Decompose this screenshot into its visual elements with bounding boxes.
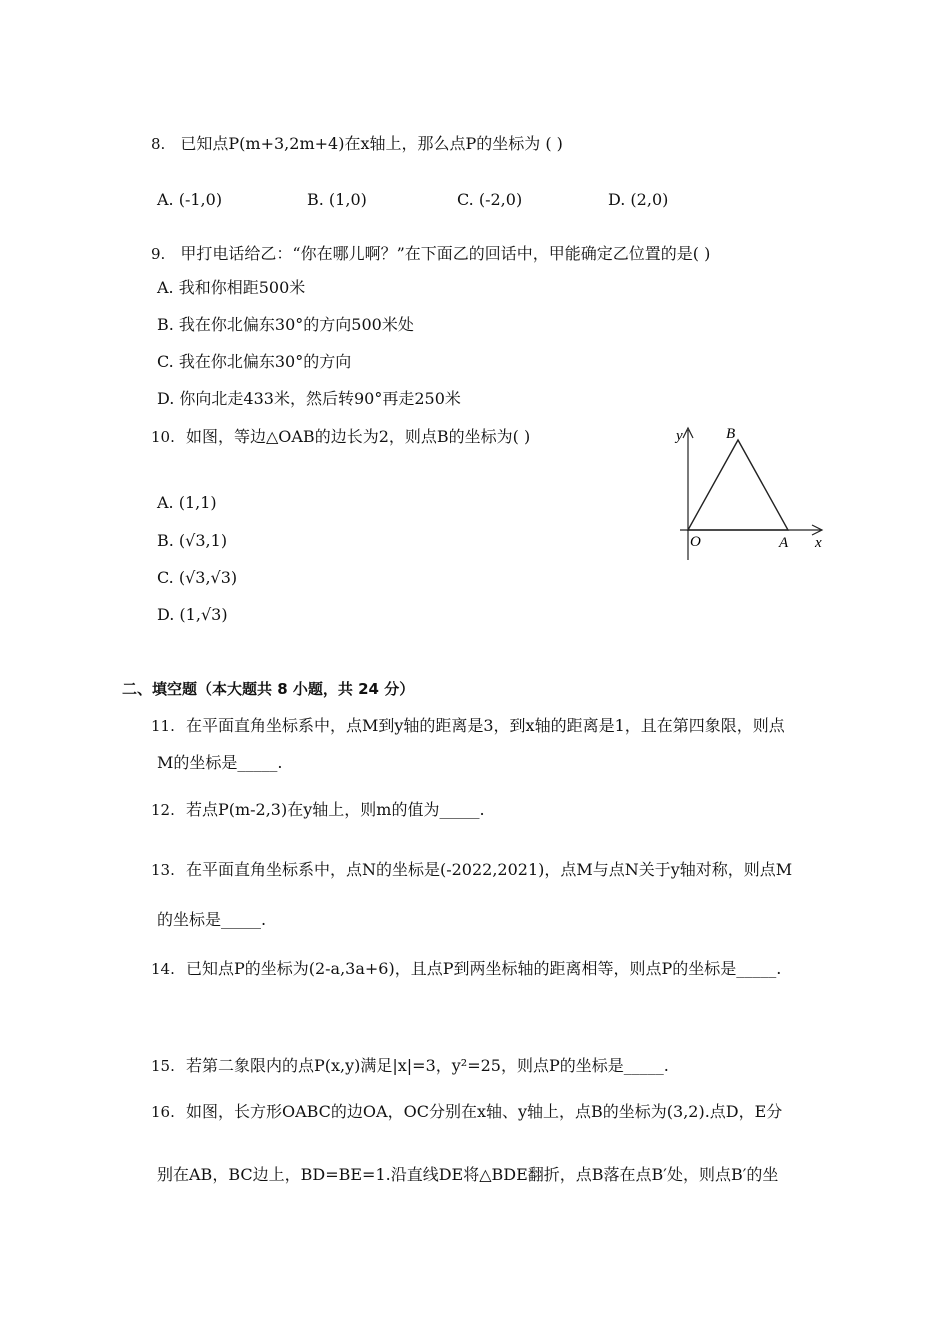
q16-line1: 如图，长方形OABC的边OA，OC分别在x轴、y轴上，点B的坐标为(3,2).点D，E分 xyxy=(185,1102,783,1121)
a-label: A xyxy=(779,535,789,551)
q16-stem xyxy=(151,1099,782,1122)
q12-number: 12. xyxy=(151,801,175,819)
q14-number: 14. xyxy=(151,960,175,978)
triangle-oab xyxy=(688,440,788,530)
q15-number: 15. xyxy=(151,1057,175,1075)
q15-text: 若第二象限内的点P(x,y)满足|x|=3，y²=25，则点P的坐标是_____. xyxy=(185,1056,669,1075)
q11-stem xyxy=(151,713,785,736)
q8-option-b: B. (1,0) xyxy=(307,190,367,209)
section-2-title: 二、填空题（本大题共 8 小题，共 24 分） xyxy=(122,680,415,698)
q13-line1: 在平面直角坐标系中，点N的坐标是(-2022,2021)，点M与点N关于y轴对称，则点M xyxy=(185,860,793,879)
q9-option-c: C. 我在你北偏东30°的方向 xyxy=(157,352,352,371)
q8-stem xyxy=(151,131,563,154)
q10-option-c: C. (√3,√3) xyxy=(157,568,238,587)
o-label: O xyxy=(690,534,701,550)
q14-stem xyxy=(151,956,781,979)
q12-stem xyxy=(151,797,485,820)
q11-number: 11. xyxy=(151,717,175,735)
q14-text: 已知点P的坐标为(2-a,3a+6)，且点P到两坐标轴的距离相等，则点P的坐标是_____. xyxy=(185,959,782,978)
q10-text: 如图，等边△OAB的边长为2，则点B的坐标为( ) xyxy=(185,427,531,446)
q10-option-a: A. (1,1) xyxy=(157,493,217,512)
q13-line2: 的坐标是_____. xyxy=(157,910,267,929)
q10-number: 10. xyxy=(151,428,175,446)
q10-option-b: B. (√3,1) xyxy=(157,531,228,550)
q13-number: 13. xyxy=(151,861,175,879)
q8-number: 8. xyxy=(151,135,166,153)
q15-stem xyxy=(151,1053,669,1076)
q9-number: 9. xyxy=(151,245,166,263)
q11-line1: 在平面直角坐标系中，点M到y轴的距离是3，到x轴的距离是1，且在第四象限，则点 xyxy=(185,716,785,735)
q8-text: 已知点P(m+3,2m+4)在x轴上，那么点P的坐标为 ( ) xyxy=(180,134,563,153)
q8-option-a: A. (-1,0) xyxy=(157,190,223,209)
b-label: B xyxy=(726,426,736,442)
q10-stem xyxy=(151,424,530,447)
q10-triangle-figure xyxy=(670,420,840,565)
y-label: y xyxy=(676,428,683,444)
q16-number: 16. xyxy=(151,1103,175,1121)
q9-stem xyxy=(151,241,710,264)
q12-text: 若点P(m-2,3)在y轴上，则m的值为_____. xyxy=(185,800,485,819)
q10-option-d: D. (1,√3) xyxy=(157,605,228,624)
q9-option-a: A. 我和你相距500米 xyxy=(157,278,306,297)
q9-text: 甲打电话给乙：“你在哪儿啊？”在下面乙的回话中，甲能确定乙位置的是( ) xyxy=(180,244,711,263)
q9-option-b: B. 我在你北偏东30°的方向500米处 xyxy=(157,315,414,334)
q9-option-d: D. 你向北走433米，然后转90°再走250米 xyxy=(157,389,461,408)
q13-stem xyxy=(151,857,792,880)
q8-option-d: D. (2,0) xyxy=(608,190,669,209)
q8-option-c: C. (-2,0) xyxy=(457,190,523,209)
x-label: x xyxy=(815,535,822,551)
q11-line2: M的坐标是_____. xyxy=(157,753,283,772)
q16-line2: 别在AB，BC边上，BD=BE=1.沿直线DE将△BDE翻折，点B落在点B′处，则点B′的坐 xyxy=(157,1165,779,1184)
